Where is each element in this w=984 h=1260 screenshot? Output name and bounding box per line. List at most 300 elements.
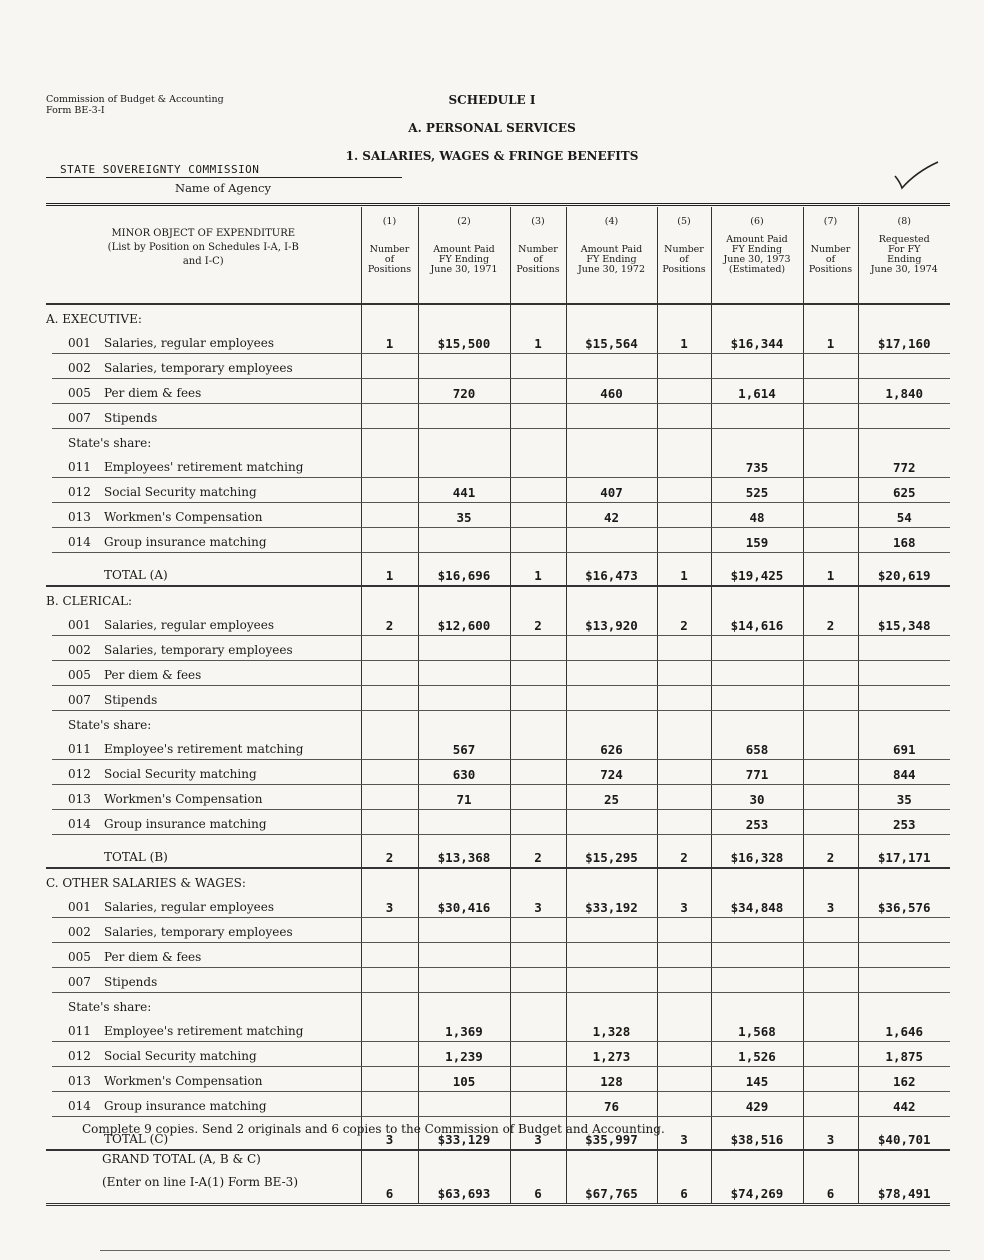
object-code: 002 (68, 642, 91, 657)
total-row (46, 553, 950, 587)
object-code: 002 (68, 360, 91, 375)
column-label-line: Requested (878, 234, 930, 245)
value-cell (361, 968, 418, 993)
object-code: 001 (68, 335, 91, 350)
value-cell (361, 429, 418, 454)
value-cell (858, 304, 950, 329)
value-cell: 25 (566, 785, 657, 810)
value-cell (657, 636, 711, 661)
value-cell (566, 918, 657, 943)
state-share-heading-row (46, 429, 950, 454)
object-code: 014 (68, 534, 91, 549)
value-cell (361, 304, 418, 329)
line-item-row (46, 354, 950, 379)
value-cell (657, 711, 711, 736)
value-cell: $12,600 (418, 611, 510, 636)
value-cell (711, 354, 803, 379)
value-cell (803, 478, 858, 503)
desc-line: MINOR OBJECT OF EXPENDITURE (111, 228, 296, 239)
value-cell: 720 (418, 379, 510, 404)
value-cell (803, 1017, 858, 1042)
section-title: A. EXECUTIVE: (46, 312, 142, 326)
object-label: Group insurance matching (104, 816, 267, 831)
value-cell: $17,171 (858, 835, 950, 869)
row-label-cell (46, 993, 361, 1018)
value-cell: 253 (858, 810, 950, 835)
value-cell: $74,269 (711, 1150, 803, 1205)
row-label-cell (46, 453, 361, 478)
value-cell (803, 429, 858, 454)
object-label: Workmen's Compensation (104, 1073, 263, 1088)
value-cell (361, 735, 418, 760)
value-cell: 630 (418, 760, 510, 785)
value-cell: 1 (510, 553, 566, 587)
column-label-line: Amount Paid (433, 244, 495, 255)
value-cell (858, 661, 950, 686)
value-cell (510, 304, 566, 329)
value-cell (711, 304, 803, 329)
value-cell: 2 (361, 611, 418, 636)
value-cell (418, 993, 510, 1018)
row-label-cell (46, 429, 361, 454)
row-label-cell (46, 711, 361, 736)
value-cell: $17,160 (858, 329, 950, 354)
column-label-line: Number (810, 244, 851, 255)
value-cell (657, 354, 711, 379)
value-cell: 2 (510, 835, 566, 869)
column-label-line: Amount Paid (726, 234, 788, 245)
row-label-cell (46, 918, 361, 943)
object-label: Employees' retirement matching (104, 459, 304, 474)
value-cell (657, 918, 711, 943)
value-cell (657, 304, 711, 329)
value-cell: $67,765 (566, 1150, 657, 1205)
value-cell (657, 404, 711, 429)
object-code: 011 (68, 1023, 91, 1038)
value-cell: 2 (510, 611, 566, 636)
value-cell (711, 636, 803, 661)
value-cell (361, 636, 418, 661)
value-cell: 3 (657, 893, 711, 918)
value-cell: 771 (711, 760, 803, 785)
value-cell (361, 453, 418, 478)
value-cell: $16,328 (711, 835, 803, 869)
value-cell: $36,576 (858, 893, 950, 918)
value-cell: 735 (711, 453, 803, 478)
section-heading-row (46, 586, 950, 611)
value-cell (361, 1017, 418, 1042)
value-cell (361, 586, 418, 611)
column-number: (5) (677, 216, 691, 227)
checkmark-icon (892, 160, 942, 192)
object-label: Salaries, regular employees (104, 617, 274, 632)
value-cell (803, 1042, 858, 1067)
value-cell (361, 404, 418, 429)
value-cell (510, 810, 566, 835)
value-cell (510, 686, 566, 711)
value-cell (418, 586, 510, 611)
column-number: (4) (604, 216, 619, 227)
value-cell (510, 429, 566, 454)
object-label: Salaries, temporary employees (104, 642, 293, 657)
line-item-row (46, 943, 950, 968)
desc-line: (List by Position on Schedules I-A, I-B (107, 242, 299, 253)
column-label-line: of (825, 254, 836, 265)
line-item-row (46, 478, 950, 503)
value-cell: 1 (361, 553, 418, 587)
value-cell (566, 868, 657, 893)
value-cell (418, 868, 510, 893)
value-cell (657, 810, 711, 835)
value-cell (510, 918, 566, 943)
value-cell (657, 735, 711, 760)
value-cell (858, 993, 950, 1018)
value-cell: 724 (566, 760, 657, 785)
row-label-cell (46, 636, 361, 661)
value-cell (510, 354, 566, 379)
value-cell: 1,273 (566, 1042, 657, 1067)
agency-name-label: Name of Agency (175, 181, 271, 195)
value-cell: $16,696 (418, 553, 510, 587)
object-label: Stipends (104, 410, 158, 425)
state-share-label: State's share: (68, 718, 152, 732)
line-item-row (46, 810, 950, 835)
value-cell (858, 404, 950, 429)
object-label: Group insurance matching (104, 1098, 267, 1113)
table-body (46, 304, 950, 1205)
value-cell (361, 868, 418, 893)
value-cell (657, 993, 711, 1018)
value-cell (711, 918, 803, 943)
value-cell (361, 686, 418, 711)
grand-total-row (46, 1150, 950, 1205)
column-label-line: Positions (662, 264, 706, 275)
value-cell (803, 661, 858, 686)
value-cell: $13,368 (418, 835, 510, 869)
value-cell: 1,614 (711, 379, 803, 404)
column-number: (8) (897, 216, 911, 227)
line-item-row (46, 528, 950, 553)
value-cell (418, 528, 510, 553)
value-cell (566, 528, 657, 553)
value-cell (803, 943, 858, 968)
value-cell (803, 354, 858, 379)
object-code: 012 (68, 484, 91, 499)
column-number: (3) (531, 216, 545, 227)
value-cell (657, 478, 711, 503)
column-label-line: Number (369, 244, 410, 255)
line-item-row (46, 785, 950, 810)
object-label: Employee's retirement matching (104, 741, 304, 756)
value-cell (510, 868, 566, 893)
object-code: 001 (68, 617, 91, 632)
row-label-cell (46, 686, 361, 711)
value-cell (858, 354, 950, 379)
value-cell (657, 1017, 711, 1042)
value-cell: 35 (858, 785, 950, 810)
value-cell: 3 (361, 1117, 418, 1151)
value-cell: $20,619 (858, 553, 950, 587)
value-cell: 1,875 (858, 1042, 950, 1067)
value-cell: 159 (711, 528, 803, 553)
line-item-row (46, 329, 950, 354)
desc-line: and I-C) (182, 256, 224, 267)
column-header (711, 207, 803, 304)
value-cell: $15,564 (566, 329, 657, 354)
value-cell: 772 (858, 453, 950, 478)
value-cell: $14,616 (711, 611, 803, 636)
line-item-row (46, 1067, 950, 1092)
line-item-row (46, 735, 950, 760)
value-cell: 1,239 (418, 1042, 510, 1067)
form-number: Form BE-3-I (46, 105, 105, 116)
object-code: 005 (68, 385, 91, 400)
value-cell: $16,473 (566, 553, 657, 587)
value-cell: 1 (361, 329, 418, 354)
value-cell (566, 429, 657, 454)
value-cell: 567 (418, 735, 510, 760)
value-cell: 168 (858, 528, 950, 553)
value-cell: $15,295 (566, 835, 657, 869)
column-label-line: of (533, 254, 543, 265)
object-label: Group insurance matching (104, 534, 267, 549)
object-label: Per diem & fees (104, 385, 202, 400)
column-header (510, 207, 566, 304)
value-cell: 1,568 (711, 1017, 803, 1042)
value-cell (711, 404, 803, 429)
object-code: 005 (68, 949, 91, 964)
line-item-row (46, 404, 950, 429)
value-cell: 1,328 (566, 1017, 657, 1042)
column-label-line: June 30, 1971 (430, 264, 498, 275)
footer-instructions: Complete 9 copies. Send 2 originals and 6 copies to the Commission of Budget and Accounting. (82, 1122, 665, 1136)
value-cell: 6 (803, 1150, 858, 1205)
value-cell (361, 711, 418, 736)
value-cell: 3 (361, 893, 418, 918)
value-cell: 442 (858, 1092, 950, 1117)
object-label: Social Security matching (104, 1048, 257, 1063)
value-cell (361, 528, 418, 553)
object-code: 011 (68, 459, 91, 474)
value-cell: 1 (657, 553, 711, 587)
value-cell (510, 735, 566, 760)
value-cell (510, 586, 566, 611)
value-cell (510, 1067, 566, 1092)
column-label-line: June 30, 1973 (723, 254, 791, 265)
value-cell (418, 1092, 510, 1117)
value-cell (803, 760, 858, 785)
value-cell (803, 735, 858, 760)
value-cell (803, 586, 858, 611)
value-cell: 253 (711, 810, 803, 835)
value-cell (858, 918, 950, 943)
value-cell (361, 661, 418, 686)
value-cell: 3 (510, 1117, 566, 1151)
value-cell (657, 429, 711, 454)
value-cell: $63,693 (418, 1150, 510, 1205)
column-label-line: Positions (516, 264, 560, 275)
value-cell: 1 (510, 329, 566, 354)
value-cell (657, 379, 711, 404)
column-label-line: (Estimated) (728, 264, 786, 275)
value-cell: 625 (858, 478, 950, 503)
expenditure-table (46, 207, 950, 1206)
column-label-line: Positions (808, 264, 853, 275)
object-code: 011 (68, 741, 91, 756)
line-item-row (46, 686, 950, 711)
value-cell: 35 (418, 503, 510, 528)
value-cell (657, 943, 711, 968)
value-cell (657, 868, 711, 893)
value-cell (657, 1092, 711, 1117)
value-cell: 658 (711, 735, 803, 760)
value-cell: $40,701 (858, 1117, 950, 1151)
value-cell: $38,516 (711, 1117, 803, 1151)
value-cell (711, 586, 803, 611)
object-code: 007 (68, 692, 91, 707)
value-cell (418, 354, 510, 379)
column-number: (1) (382, 216, 397, 227)
table-top-rule (46, 203, 950, 206)
value-cell (566, 586, 657, 611)
value-cell: $78,491 (858, 1150, 950, 1205)
column-label-line: FY Ending (586, 254, 637, 265)
value-cell (858, 968, 950, 993)
value-cell (510, 1042, 566, 1067)
line-item-row (46, 453, 950, 478)
value-cell (858, 636, 950, 661)
object-label: Social Security matching (104, 766, 257, 781)
value-cell (657, 528, 711, 553)
column-label-line: June 30, 1974 (870, 264, 938, 275)
value-cell: 691 (858, 735, 950, 760)
row-label-cell (46, 868, 361, 893)
value-cell: 6 (657, 1150, 711, 1205)
line-item-row (46, 760, 950, 785)
value-cell (711, 429, 803, 454)
column-number: (7) (823, 216, 838, 227)
value-cell (803, 993, 858, 1018)
row-label-cell (46, 304, 361, 329)
value-cell (657, 1067, 711, 1092)
value-cell (803, 1092, 858, 1117)
line-item-row (46, 918, 950, 943)
value-cell (566, 354, 657, 379)
value-cell (566, 810, 657, 835)
agency-name-value: STATE SOVEREIGNTY COMMISSION (60, 163, 260, 176)
value-cell (361, 478, 418, 503)
row-label-cell (46, 943, 361, 968)
object-label: Employee's retirement matching (104, 1023, 304, 1038)
row-label-cell (46, 760, 361, 785)
value-cell (711, 661, 803, 686)
value-cell (418, 968, 510, 993)
object-label: Salaries, regular employees (104, 335, 274, 350)
row-label-cell (46, 835, 361, 869)
line-item-row (46, 1042, 950, 1067)
row-label-cell (46, 1067, 361, 1092)
value-cell (566, 968, 657, 993)
value-cell (510, 528, 566, 553)
column-label-line: of (679, 254, 689, 265)
value-cell (361, 943, 418, 968)
column-label-line: Number (518, 244, 558, 255)
value-cell (510, 943, 566, 968)
value-cell: 2 (803, 611, 858, 636)
value-cell (510, 478, 566, 503)
row-label-cell (46, 1150, 361, 1205)
value-cell (657, 453, 711, 478)
value-cell (803, 1067, 858, 1092)
row-label-cell (46, 586, 361, 611)
value-cell (711, 711, 803, 736)
section-heading-row (46, 868, 950, 893)
row-label-cell (46, 1092, 361, 1117)
value-cell (657, 1042, 711, 1067)
object-code: 013 (68, 509, 91, 524)
value-cell: 1 (657, 329, 711, 354)
value-cell (566, 404, 657, 429)
value-cell (361, 1042, 418, 1067)
object-code: 013 (68, 1073, 91, 1088)
column-label-line: June 30, 1972 (578, 264, 645, 275)
value-cell: 1 (803, 329, 858, 354)
value-cell: 6 (510, 1150, 566, 1205)
column-label-line: For FY (888, 244, 921, 255)
value-cell: $33,129 (418, 1117, 510, 1151)
value-cell (418, 918, 510, 943)
object-label: Stipends (104, 974, 158, 989)
page-bottom-rule (100, 1250, 950, 1251)
value-cell (566, 943, 657, 968)
section-title: C. OTHER SALARIES & WAGES: (46, 876, 246, 890)
object-code: 007 (68, 974, 91, 989)
row-label-cell (46, 611, 361, 636)
row-label-cell (46, 735, 361, 760)
value-cell (711, 943, 803, 968)
value-cell: 42 (566, 503, 657, 528)
object-code: 002 (68, 924, 91, 939)
line-item-row (46, 379, 950, 404)
object-code: 012 (68, 766, 91, 781)
value-cell (858, 686, 950, 711)
object-code: 001 (68, 899, 91, 914)
subsection-title: 1. SALARIES, WAGES & FRINGE BENEFITS (345, 149, 639, 163)
value-cell (711, 686, 803, 711)
line-item-row (46, 503, 950, 528)
line-item-row (46, 1092, 950, 1117)
value-cell (361, 810, 418, 835)
object-code: 014 (68, 1098, 91, 1113)
column-number: (6) (750, 216, 764, 227)
object-label: Stipends (104, 692, 158, 707)
line-item-row (46, 968, 950, 993)
value-cell (711, 968, 803, 993)
row-label-cell (46, 893, 361, 918)
row-label-cell (46, 503, 361, 528)
value-cell (510, 404, 566, 429)
object-label: Per diem & fees (104, 949, 202, 964)
value-cell (510, 1017, 566, 1042)
value-cell (510, 636, 566, 661)
value-cell (657, 686, 711, 711)
object-label: Salaries, temporary employees (104, 924, 293, 939)
value-cell (858, 943, 950, 968)
value-cell (566, 636, 657, 661)
column-label-line: Ending (887, 254, 922, 265)
grand-total-note: (Enter on line I-A(1) Form BE-3) (102, 1175, 299, 1189)
value-cell (361, 503, 418, 528)
